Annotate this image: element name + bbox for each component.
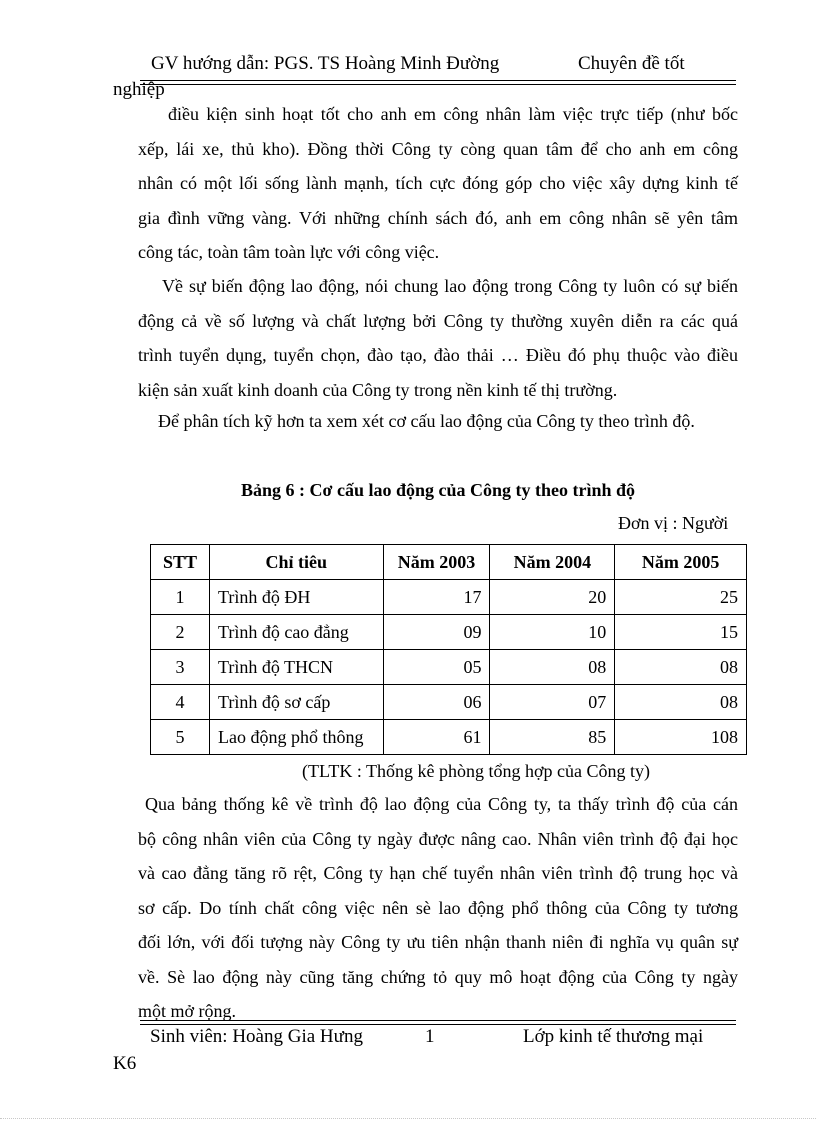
paragraph-3: Để phân tích kỹ hơn ta xem xét cơ cấu lao động của Công ty theo trình độ. [158, 411, 695, 431]
footer-student: Sinh viên: Hoàng Gia Hưng [150, 1026, 363, 1047]
table-source: (TLTK : Thống kê phòng tổng hợp của Công ty) [302, 761, 650, 781]
header-advisor: GV hướng dẫn: PGS. TS Hoàng Minh Đường [151, 53, 500, 74]
cell-stt: 1 [151, 580, 210, 615]
paragraph-4-line: Qua bảng thống kê về trình độ lao động của Công ty, ta thấy trình độ của cán [145, 794, 738, 814]
header-rule [140, 80, 736, 85]
cell-indicator: Trình độ ĐH [209, 580, 383, 615]
cell-stt: 5 [151, 720, 210, 755]
paragraph-1-line: điều kiện sinh hoạt tốt cho anh em công nhân làm việc trực tiếp (như bốc [168, 104, 738, 124]
paragraph-1-line: công tác, toàn tâm toàn lực với công việc. [138, 242, 440, 262]
cell-indicator: Trình độ THCN [209, 650, 383, 685]
cell-2003: 05 [383, 650, 490, 685]
cell-2003: 06 [383, 685, 490, 720]
cell-2003: 61 [383, 720, 490, 755]
paragraph-1-line: xếp, lái xe, thủ kho). Đồng thời Công ty còng quan tâm để cho anh em công [138, 138, 738, 159]
paragraph-4-line: sơ cấp. Do tính chất công việc nên sè lao động phổ thông của Công ty tương [138, 897, 738, 918]
paragraph-1 [138, 97, 738, 270]
table-caption: Bảng 6 : Cơ cấu lao động của Công ty theo trình độ [241, 480, 636, 500]
paragraph-4-line: đối lớn, với đối tượng này Công ty ưu tiên nhận thanh niên đi nghĩa vụ quân sự [138, 932, 738, 952]
cell-stt: 4 [151, 685, 210, 720]
labor-structure-table [150, 544, 747, 755]
header-topic: Chuyên đề tốt [578, 53, 685, 74]
cell-2005: 08 [615, 650, 747, 685]
paragraph-1-line: nhân có một lối sống lành mạnh, tích cực đóng góp cho việc xây dựng kinh tế [138, 173, 738, 193]
col-header-indicator: Chỉ tiêu [209, 545, 383, 580]
page-bottom-divider [0, 1118, 816, 1120]
col-header-2004: Năm 2004 [490, 545, 615, 580]
paragraph-4-line: bộ công nhân viên của Công ty ngày được nâng cao. Nhân viên trình độ đại học [138, 828, 738, 849]
paragraph-2-line: Về sự biến động lao động, nói chung lao động trong Công ty luôn có sự biến [162, 276, 738, 296]
col-header-2005: Năm 2005 [615, 545, 747, 580]
cell-2005: 25 [615, 580, 747, 615]
cell-2005: 15 [615, 615, 747, 650]
cell-indicator: Trình độ cao đẳng [209, 615, 383, 650]
paragraph-2 [138, 269, 738, 407]
cell-stt: 2 [151, 615, 210, 650]
cell-2004: 20 [490, 580, 615, 615]
cell-2004: 85 [490, 720, 615, 755]
cell-indicator: Trình độ sơ cấp [209, 685, 383, 720]
cell-2005: 108 [615, 720, 747, 755]
table-unit: Đơn vị : Người [618, 513, 729, 533]
paragraph-2-line: động cả về số lượng và chất lượng bởi Công ty thường xuyên diễn ra các quá [138, 310, 738, 331]
paragraph-4-line: một mở rộng. [138, 1001, 237, 1021]
col-header-2003: Năm 2003 [383, 545, 490, 580]
cell-stt: 3 [151, 650, 210, 685]
cell-2004: 10 [490, 615, 615, 650]
paragraph-2-line: kiện sản xuất kinh doanh của Công ty trong nền kinh tế thị trường. [138, 379, 618, 400]
footer-page-number: 1 [425, 1026, 435, 1047]
paragraph-4-line: và cao đẳng tăng rõ rệt, Công ty hạn chế tuyển nhân viên trình độ trung học và [138, 863, 738, 883]
paragraph-2-line: trình tuyển dụng, tuyển chọn, đào tạo, đào thải … Điều đó phụ thuộc vào điều [138, 345, 738, 365]
footer-class-wrap: K6 [113, 1053, 137, 1074]
paragraph-4-line: về. Sè lao động này cũng tăng chứng tỏ quy mô hoạt động của Công ty ngày [138, 966, 738, 987]
footer-rule [140, 1020, 736, 1025]
paragraph-4 [138, 787, 738, 1029]
table-row [151, 580, 747, 615]
cell-indicator: Lao động phổ thông [209, 720, 383, 755]
header-topic-wrap: nghiệp [113, 79, 165, 100]
table-header-row [151, 545, 747, 580]
table-row [151, 615, 747, 650]
col-header-stt: STT [151, 545, 210, 580]
cell-2003: 09 [383, 615, 490, 650]
cell-2003: 17 [383, 580, 490, 615]
paragraph-1-line: gia đình vững vàng. Với những chính sách đó, anh em công nhân sẽ yên tâm [138, 207, 738, 228]
table-row [151, 685, 747, 720]
cell-2004: 08 [490, 650, 615, 685]
cell-2004: 07 [490, 685, 615, 720]
footer-class: Lớp kinh tế thương mại [523, 1026, 704, 1047]
table-row [151, 650, 747, 685]
cell-2005: 08 [615, 685, 747, 720]
table-row [151, 720, 747, 755]
